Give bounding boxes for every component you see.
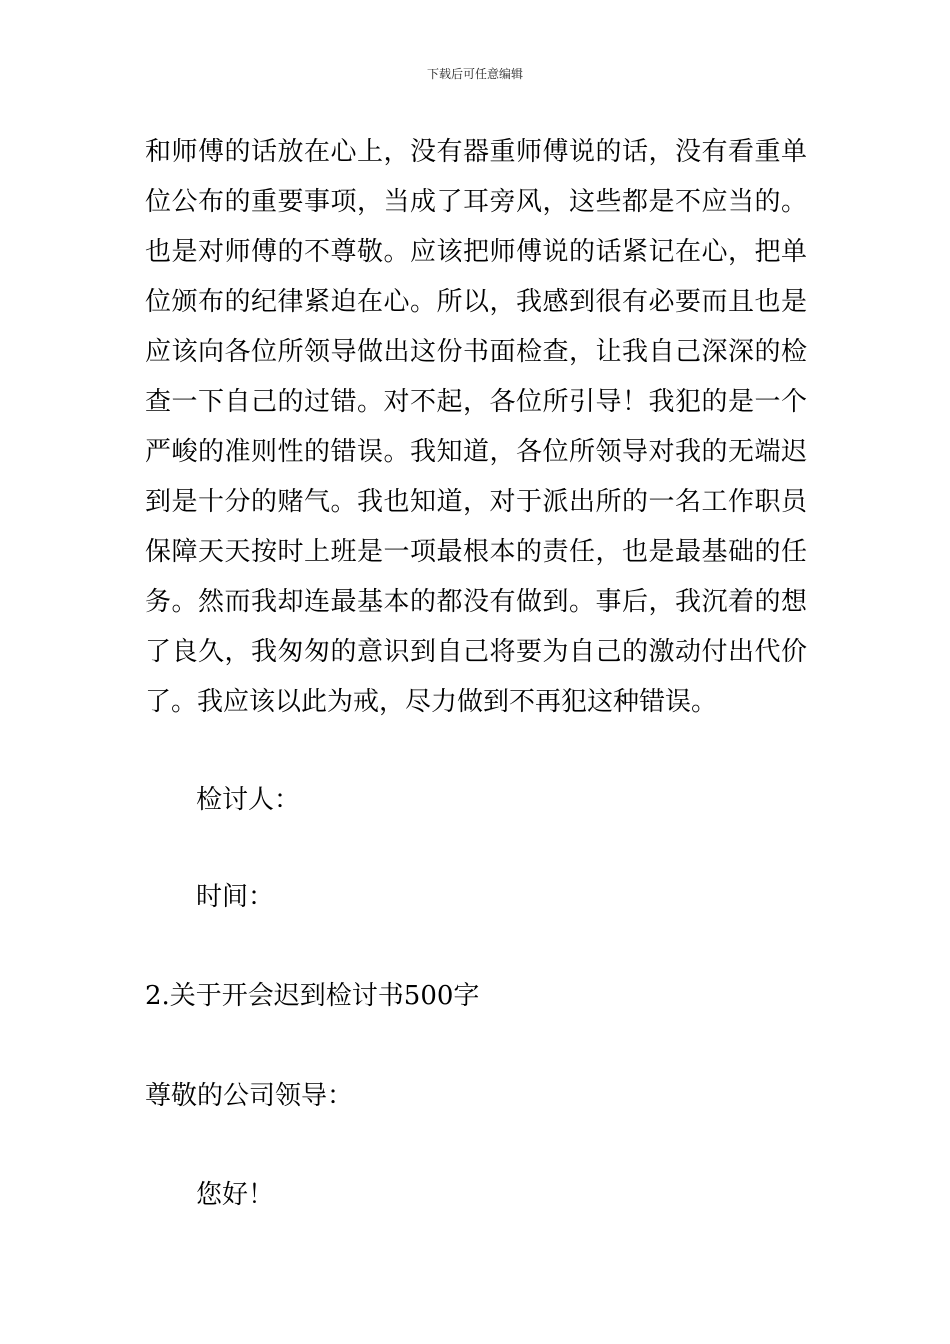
- body-paragraph-block: [145, 127, 807, 727]
- page-header: 下载后可任意编辑: [426, 67, 523, 81]
- salutation: 尊敬的公司领导：: [145, 1081, 354, 1111]
- signer-label: 检讨人：: [196, 785, 301, 815]
- date-label: 时间：: [196, 882, 275, 912]
- body-paragraph: 和师傅的话放在心上，没有器重师傅说的话，没有看重单位公布的重要事项，当成了耳旁风，这些都是不应当的。也是对师傅的不尊敬。应该把师傅说的话紧记在心，把单位颁布的纪律紧迫在心。所以，我感到很有必要而且也是应该向各位所领导做出这份书面检查，让我自己深深的检查一下自己的过错。对不起，各位所引导！我犯的是一个严峻的准则性的错误。我知道，各位所领导对我的无端迟到是十分的赌气。我也知道，对于派出所的一名工作职员保障天天按时上班是一项最根本的责任，也是最基础的任务。然而我却连最基本的都没有做到。事后，我沉着的想了良久，我匆匆的意识到自己将要为自己的激动付出代价了。我应该以此为戒，尽力做到不再犯这种错误。: [145, 137, 807, 717]
- greeting: 您好！: [196, 1180, 275, 1210]
- section-heading: 2.关于开会迟到检讨书500字: [145, 981, 480, 1011]
